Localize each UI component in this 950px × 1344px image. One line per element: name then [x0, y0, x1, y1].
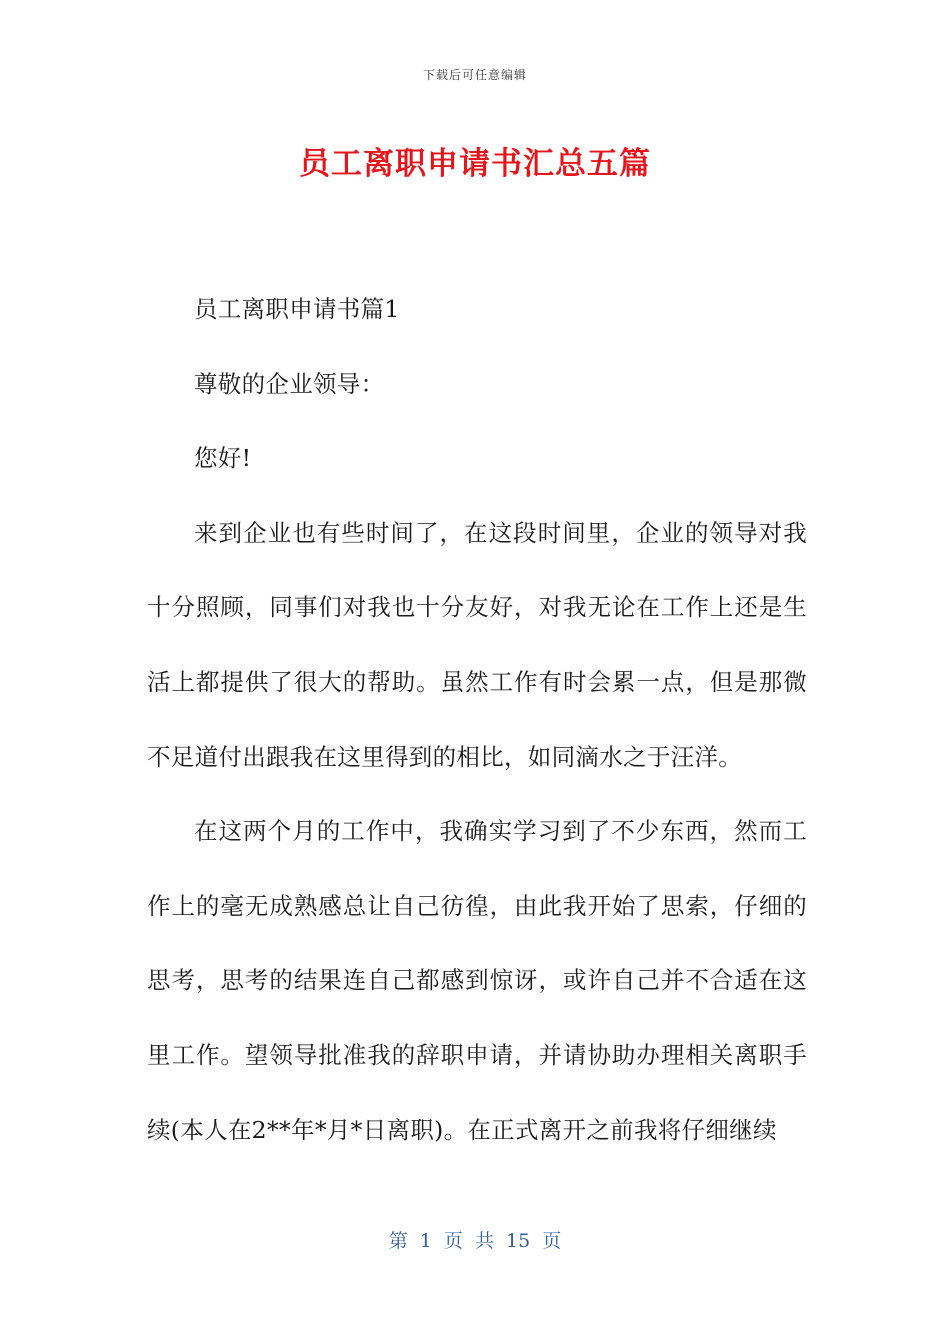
document-body — [147, 272, 807, 1167]
current-page-number: 1 — [419, 1230, 432, 1252]
total-pages-number: 15 — [506, 1230, 531, 1252]
body-paragraph: 在这两个月的工作中，我确实学习到了不少东西，然而工作上的毫无成熟感总让自己彷徨，由此我开始了思索，仔细的思考，思考的结果连自己都感到惊讶，或许自己并不合适在这里工作。望领导批准我的辞职申请，并请协助办理相关离职手续(本人在2**年*月*日离职)。在正式离开之前我将仔细继续 — [147, 817, 807, 1144]
header-note: 下载后可任意编辑 — [422, 68, 527, 82]
document-title: 员工离职申请书汇总五篇 — [299, 146, 651, 182]
section-heading: 员工离职申请书篇1 — [194, 295, 400, 323]
page-footer — [0, 1226, 950, 1253]
page-label-mid: 页 共 — [443, 1230, 494, 1252]
salutation: 尊敬的企业领导： — [194, 369, 385, 398]
page-label-suffix: 页 — [542, 1230, 562, 1252]
greeting: 您好! — [194, 444, 252, 473]
page-label-prefix: 第 — [388, 1230, 408, 1252]
body-paragraph: 来到企业也有些时间了，在这段时间里，企业的领导对我十分照顾，同事们对我也十分友好，对我无论在工作上还是生活上都提供了很大的帮助。虽然工作有时会累一点，但是那微不足道付出跟我在这里得到的相比，如同滴水之于汪洋。 — [147, 518, 807, 771]
